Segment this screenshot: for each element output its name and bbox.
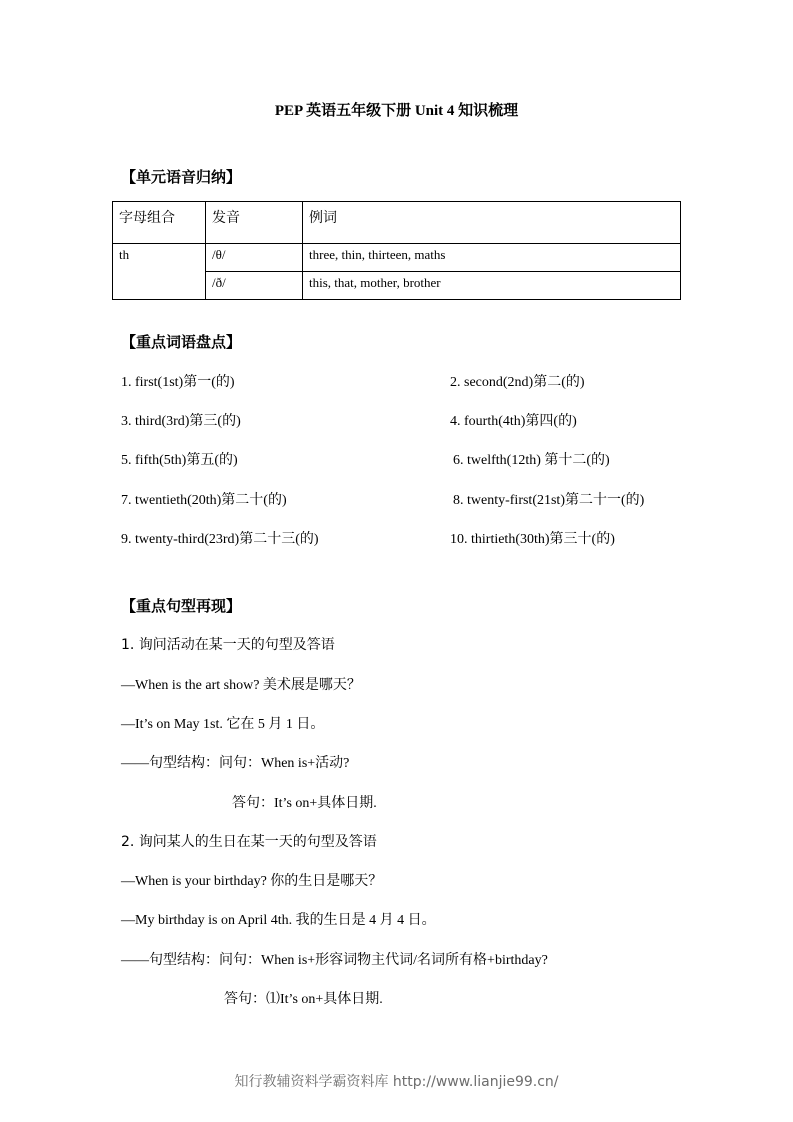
sound-cell: /θ/ (206, 244, 303, 272)
phonics-table (112, 201, 681, 300)
header-sound: 发音 (206, 202, 303, 244)
sentence-line: ——句型结构：问句：When is+活动? (121, 756, 350, 771)
sentence-line: —When is the art show? 美术展是哪天？ (121, 678, 361, 693)
sentence-line: 1. 询问活动在某一天的句型及答语 (121, 637, 335, 653)
header-examples: 例词 (303, 202, 681, 244)
phonics-heading: 【单元语音归纳】 (121, 168, 242, 186)
phonics-header-row (113, 202, 681, 244)
vocab-item: 6. twelfth(12th) 第十二(的) (453, 453, 610, 468)
vocab-heading: 【重点词语盘点】 (121, 333, 242, 351)
vocab-item: 3. third(3rd)第三(的) (121, 414, 241, 429)
sentences-heading: 【重点句型再现】 (121, 597, 242, 615)
vocab-item: 10. thirtieth(30th)第三十(的) (450, 532, 615, 547)
sentence-line: —When is your birthday? 你的生日是哪天？ (121, 874, 383, 889)
sound-cell: /ð/ (206, 272, 303, 300)
vocab-item: 9. twenty-third(23rd)第二十三(的) (121, 532, 319, 547)
header-letters: 字母组合 (113, 202, 206, 244)
sentence-line: —It’s on May 1st. 它在 5 月 1 日。 (121, 717, 325, 732)
sentence-line: —My birthday is on April 4th. 我的生日是 4 月 4 日。 (121, 913, 436, 928)
page-title: PEP 英语五年级下册 Unit 4 知识梳理 (274, 103, 519, 119)
letters-cell: th (113, 244, 206, 300)
vocab-item: 8. twenty-first(21st)第二十一(的) (453, 493, 645, 508)
vocab-item: 1. first(1st)第一(的) (121, 375, 235, 390)
sentence-line: 2. 询问某人的生日在某一天的句型及答语 (121, 834, 377, 850)
examples-cell: this, that, mother, brother (303, 272, 681, 300)
footer-watermark: 知行教辅资料学霸资料库 http://www.lianjie99.cn/ (234, 1074, 559, 1090)
sentence-line: ——句型结构：问句：When is+形容词物主代词/名词所有格+birthday? (121, 953, 548, 968)
vocab-item: 2. second(2nd)第二(的) (450, 375, 585, 390)
sentence-line: 答句：⑴It’s on+具体日期. (224, 992, 383, 1007)
vocab-item: 5. fifth(5th)第五(的) (121, 453, 238, 468)
vocab-item: 7. twentieth(20th)第二十(的) (121, 493, 287, 508)
table-row (113, 244, 681, 272)
examples-cell: three, thin, thirteen, maths (303, 244, 681, 272)
vocab-item: 4. fourth(4th)第四(的) (450, 414, 577, 429)
sentence-line: 答句：It’s on+具体日期. (232, 796, 377, 811)
